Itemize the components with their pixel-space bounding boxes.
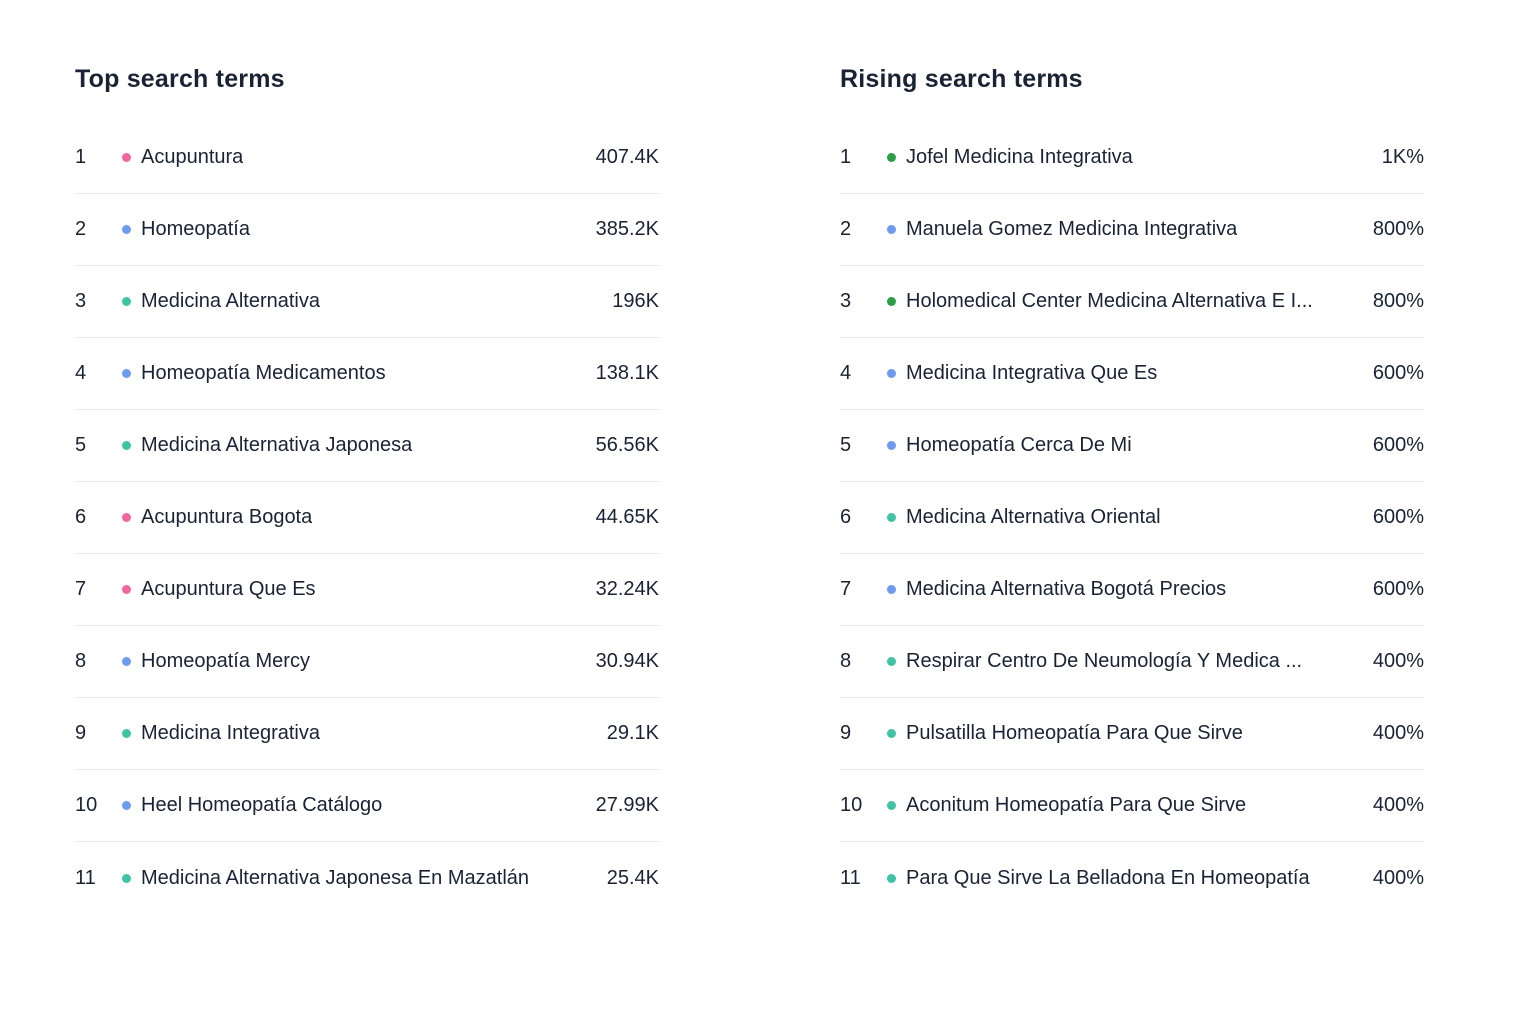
term-label: Homeopatía Mercy (141, 650, 310, 672)
term-label: Medicina Alternativa (141, 290, 320, 312)
search-term-row[interactable] (840, 482, 1424, 554)
term-label: Medicina Alternativa Oriental (906, 506, 1161, 528)
search-term-row[interactable] (75, 410, 659, 482)
search-term-row[interactable] (75, 122, 659, 194)
term-label: Homeopatía Cerca De Mi (906, 434, 1132, 456)
search-term-row[interactable] (840, 338, 1424, 410)
rank-label: 1 (840, 146, 852, 168)
term-growth: 600% (1372, 434, 1424, 456)
term-color-dot (122, 801, 131, 810)
search-term-row[interactable] (840, 626, 1424, 698)
term-color-dot (122, 585, 131, 594)
term-color-dot (887, 585, 896, 594)
term-growth: 400% (1372, 866, 1424, 889)
rank-label: 4 (840, 362, 852, 384)
search-term-row[interactable] (75, 626, 659, 698)
rank-label: 11 (75, 866, 96, 889)
term-color-dot (122, 513, 131, 522)
term-color-dot (887, 441, 896, 450)
term-volume: 25.4K (606, 866, 659, 889)
rank-label: 5 (840, 434, 852, 456)
term-label: Manuela Gomez Medicina Integrativa (906, 218, 1238, 240)
term-color-dot (122, 297, 131, 306)
search-term-row[interactable] (75, 266, 659, 338)
rank-label: 10 (75, 794, 98, 816)
term-label: Jofel Medicina Integrativa (906, 146, 1133, 168)
rank-label: 6 (840, 506, 852, 528)
search-term-row[interactable] (840, 698, 1424, 770)
term-label: Respirar Centro De Neumología Y Medica ... (906, 650, 1303, 672)
rising-search-terms-panel (840, 64, 1424, 914)
search-term-row[interactable] (75, 842, 659, 914)
term-volume: 29.1K (606, 722, 659, 744)
rank-label: 4 (75, 362, 87, 384)
term-volume: 56.56K (595, 434, 659, 456)
term-color-dot (887, 297, 896, 306)
term-label: Medicina Alternativa Bogotá Precios (906, 578, 1227, 600)
term-label: Medicina Alternativa Japonesa (141, 434, 413, 456)
term-growth: 400% (1372, 794, 1424, 816)
term-color-dot (122, 225, 131, 234)
search-term-row[interactable] (75, 194, 659, 266)
term-growth: 600% (1372, 578, 1424, 600)
term-growth: 600% (1372, 362, 1424, 384)
term-label: Homeopatía Medicamentos (141, 362, 386, 384)
term-label: Medicina Integrativa (141, 722, 320, 744)
term-label: Holomedical Center Medicina Alternativa E I... (906, 290, 1313, 312)
term-label: Medicina Integrativa Que Es (906, 362, 1158, 384)
rising-search-terms-title: Rising search terms (840, 65, 1083, 93)
rank-label: 11 (840, 866, 861, 889)
rising-search-terms-list (840, 122, 1424, 914)
term-label: Acupuntura (141, 146, 244, 168)
term-color-dot (122, 874, 131, 883)
search-term-row[interactable] (840, 122, 1424, 194)
term-color-dot (122, 729, 131, 738)
top-search-terms-list (75, 122, 659, 914)
term-growth: 400% (1372, 650, 1424, 672)
term-color-dot (887, 369, 896, 378)
rank-label: 2 (840, 218, 852, 240)
term-color-dot (887, 729, 896, 738)
term-volume: 407.4K (595, 146, 659, 168)
term-volume: 44.65K (595, 506, 659, 528)
rank-label: 7 (75, 578, 87, 600)
term-growth: 600% (1372, 506, 1424, 528)
term-growth: 800% (1372, 218, 1424, 240)
term-color-dot (887, 225, 896, 234)
search-term-row[interactable] (75, 698, 659, 770)
search-term-row[interactable] (75, 482, 659, 554)
search-term-row[interactable] (840, 842, 1424, 914)
term-color-dot (122, 441, 131, 450)
term-growth: 1K% (1381, 146, 1424, 168)
rank-label: 6 (75, 506, 87, 528)
term-color-dot (122, 369, 131, 378)
term-growth: 400% (1372, 722, 1424, 744)
term-label: Aconitum Homeopatía Para Que Sirve (906, 794, 1247, 816)
term-color-dot (122, 657, 131, 666)
term-label: Medicina Alternativa Japonesa En Mazatlán (141, 866, 530, 889)
search-term-row[interactable] (840, 410, 1424, 482)
search-term-row[interactable] (840, 770, 1424, 842)
search-term-row[interactable] (75, 338, 659, 410)
search-term-row[interactable] (75, 770, 659, 842)
term-label: Heel Homeopatía Catálogo (141, 794, 383, 816)
rank-label: 2 (75, 218, 87, 240)
rank-label: 8 (840, 650, 852, 672)
search-term-row[interactable] (75, 554, 659, 626)
rank-label: 3 (75, 290, 87, 312)
term-color-dot (122, 153, 131, 162)
term-label: Para Que Sirve La Belladona En Homeopatía (906, 866, 1310, 889)
term-color-dot (887, 874, 896, 883)
term-label: Pulsatilla Homeopatía Para Que Sirve (906, 722, 1243, 744)
term-label: Homeopatía (141, 218, 250, 240)
rank-label: 3 (840, 290, 852, 312)
term-volume: 385.2K (595, 218, 659, 240)
term-growth: 800% (1372, 290, 1424, 312)
rank-label: 5 (75, 434, 87, 456)
term-color-dot (887, 657, 896, 666)
rank-label: 7 (840, 578, 852, 600)
rank-label: 9 (75, 722, 87, 744)
term-label: Acupuntura Bogota (141, 506, 313, 528)
rank-label: 1 (75, 146, 87, 168)
term-volume: 30.94K (595, 650, 659, 672)
term-volume: 196K (612, 290, 659, 312)
search-term-row[interactable] (840, 194, 1424, 266)
term-color-dot (887, 153, 896, 162)
top-search-terms-title: Top search terms (75, 65, 285, 93)
term-label: Acupuntura Que Es (141, 578, 316, 600)
rank-label: 8 (75, 650, 87, 672)
term-volume: 27.99K (595, 794, 659, 816)
rank-label: 10 (840, 794, 863, 816)
top-search-terms-panel (75, 64, 659, 914)
rank-label: 9 (840, 722, 852, 744)
search-term-row[interactable] (840, 266, 1424, 338)
term-volume: 32.24K (595, 578, 659, 600)
search-term-row[interactable] (840, 554, 1424, 626)
term-color-dot (887, 513, 896, 522)
term-color-dot (887, 801, 896, 810)
term-volume: 138.1K (595, 362, 659, 384)
